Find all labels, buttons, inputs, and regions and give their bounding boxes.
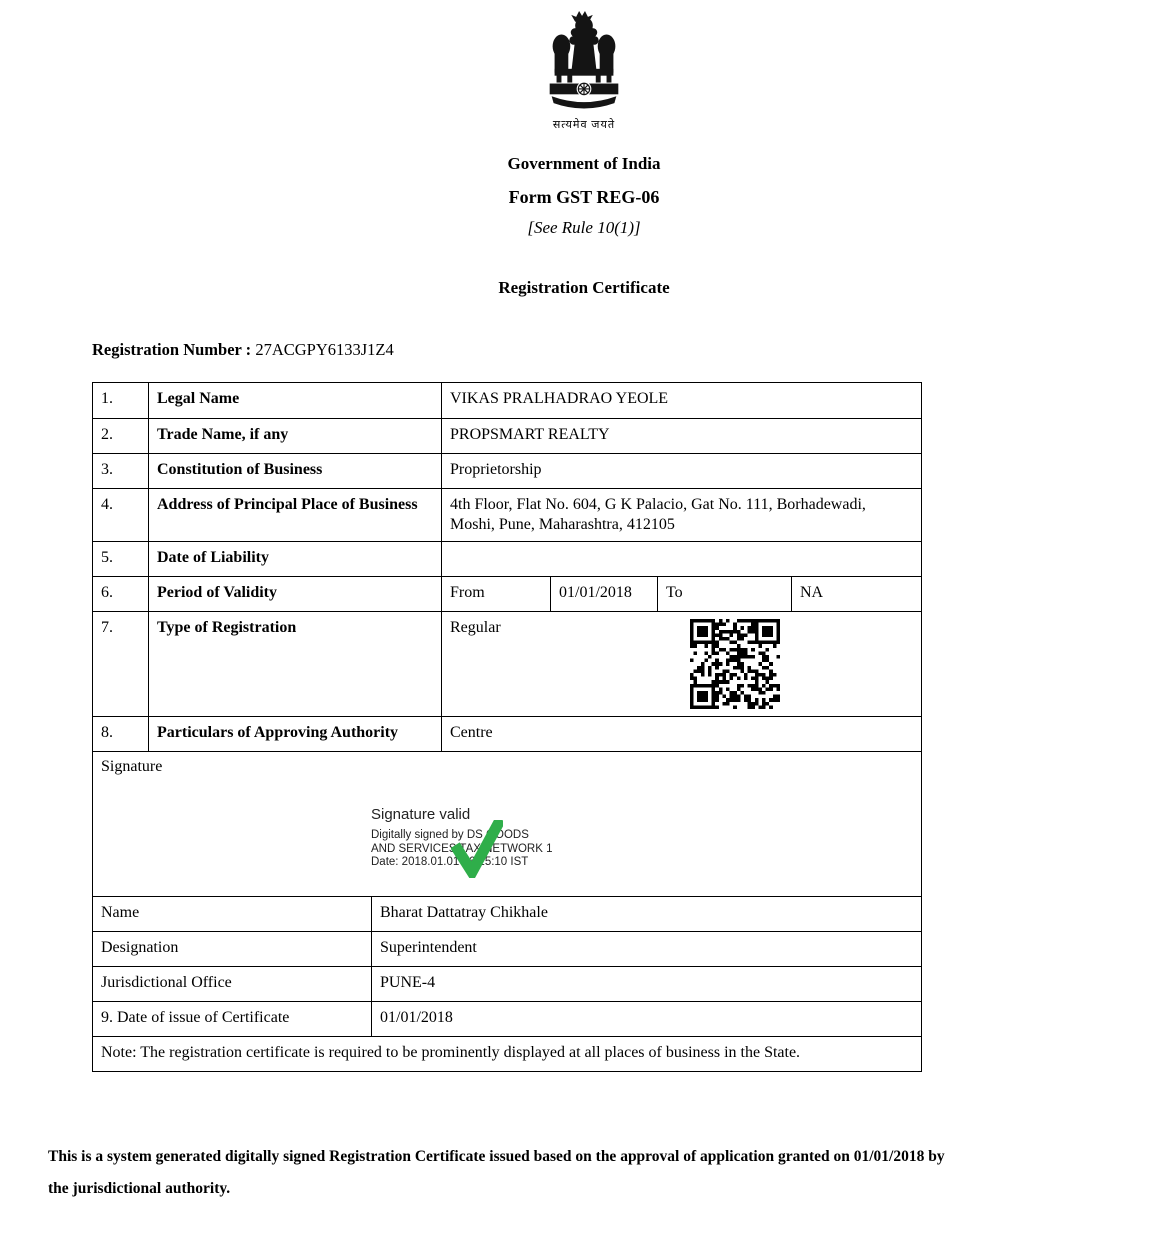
row-number: 4. bbox=[101, 496, 113, 513]
national-emblem-icon bbox=[546, 97, 622, 114]
qr-code bbox=[690, 619, 780, 709]
signature-detail-line: Date: 2018.01.01 16:15:10 IST bbox=[371, 856, 529, 868]
row-number: 3. bbox=[101, 461, 113, 478]
legal-name-value: VIKAS PRALHADRAO YEOLE bbox=[441, 383, 921, 418]
row-designation bbox=[93, 931, 921, 966]
row-constitution bbox=[93, 453, 921, 488]
row-address bbox=[93, 488, 921, 541]
row-label: Period of Validity bbox=[148, 577, 441, 611]
row-number: 5. bbox=[101, 549, 113, 566]
from-value: 01/01/2018 bbox=[550, 577, 657, 611]
row-name bbox=[93, 896, 921, 931]
to-label: To bbox=[657, 577, 791, 611]
certificate-table bbox=[92, 382, 922, 1072]
address-value: 4th Floor, Flat No. 604, G K Palacio, Gat No. 111, Borhadewadi, Moshi, Pune, Maharashtra, 412105 bbox=[441, 489, 921, 541]
row-label: Trade Name, if any bbox=[148, 419, 441, 453]
from-label: From bbox=[441, 577, 550, 611]
row-legal-name bbox=[93, 383, 921, 418]
row-label: Address of Principal Place of Business bbox=[148, 489, 441, 541]
emblem-motto: सत्यमेव जयते bbox=[552, 119, 616, 131]
type-registration-cell bbox=[441, 612, 921, 716]
row-label: Date of Liability bbox=[148, 542, 441, 576]
registration-number-label: Registration Number : bbox=[92, 340, 252, 359]
registration-number-line bbox=[92, 340, 1168, 360]
signature-detail-line: AND SERVICES TAX NETWORK 1 bbox=[371, 842, 553, 855]
to-value: NA bbox=[791, 577, 921, 611]
signature-valid-text: Signature valid bbox=[371, 806, 471, 823]
row-jurisdictional-office bbox=[93, 966, 921, 1001]
date-liability-value bbox=[441, 542, 921, 576]
emblem-section bbox=[0, 0, 1168, 132]
row-number: 1. bbox=[101, 390, 113, 407]
date-of-issue-value: 01/01/2018 bbox=[371, 1002, 921, 1036]
row-number: 8. bbox=[101, 724, 113, 741]
row-number: 2. bbox=[101, 426, 113, 443]
row-number: 7. bbox=[101, 619, 113, 636]
row-label: Designation bbox=[101, 939, 179, 956]
row-type-registration bbox=[93, 611, 921, 716]
row-approving-authority bbox=[93, 716, 921, 751]
row-label: Type of Registration bbox=[148, 612, 441, 716]
digital-signature-block bbox=[371, 806, 631, 870]
row-label: Legal Name bbox=[148, 383, 441, 418]
registration-type-value: Regular bbox=[450, 619, 501, 636]
row-trade-name bbox=[93, 418, 921, 453]
designation-value: Superintendent bbox=[371, 932, 921, 966]
row-label: Constitution of Business bbox=[148, 454, 441, 488]
note-row bbox=[93, 1036, 921, 1071]
trade-name-value: PROPSMART REALTY bbox=[441, 419, 921, 453]
signature-detail-line: Digitally signed by DS GOODS bbox=[371, 829, 529, 841]
row-label: 9. Date of issue of Certificate bbox=[101, 1009, 290, 1026]
signature-row bbox=[93, 751, 921, 896]
note-text: Note: The registration certificate is required to be prominently displayed at all places of business in the State. bbox=[101, 1044, 801, 1061]
row-label: Name bbox=[101, 904, 140, 921]
registration-number-value: 27ACGPY6133J1Z4 bbox=[255, 340, 394, 359]
officer-name-value: Bharat Dattatray Chikhale bbox=[371, 897, 921, 931]
approving-authority-value: Centre bbox=[441, 717, 921, 751]
form-title: Form GST REG-06 bbox=[508, 187, 660, 207]
row-label: Particulars of Approving Authority bbox=[148, 717, 441, 751]
government-title: Government of India bbox=[507, 154, 661, 173]
row-number: 6. bbox=[101, 584, 113, 601]
row-label: Jurisdictional Office bbox=[101, 974, 232, 991]
green-check-icon bbox=[451, 820, 503, 883]
system-generated-note: This is a system generated digitally signed Registration Certificate issued based on the approval of application granted on 01/01/2018 by the jurisdictional authority. bbox=[48, 1148, 945, 1197]
row-period-validity bbox=[93, 576, 921, 611]
jurisdictional-office-value: PUNE-4 bbox=[371, 967, 921, 1001]
row-date-liability bbox=[93, 541, 921, 576]
signature-label: Signature bbox=[101, 758, 163, 775]
row-date-of-issue bbox=[93, 1001, 921, 1036]
certificate-title: Registration Certificate bbox=[498, 278, 670, 297]
rule-reference: [See Rule 10(1)] bbox=[527, 218, 641, 237]
constitution-value: Proprietorship bbox=[441, 454, 921, 488]
